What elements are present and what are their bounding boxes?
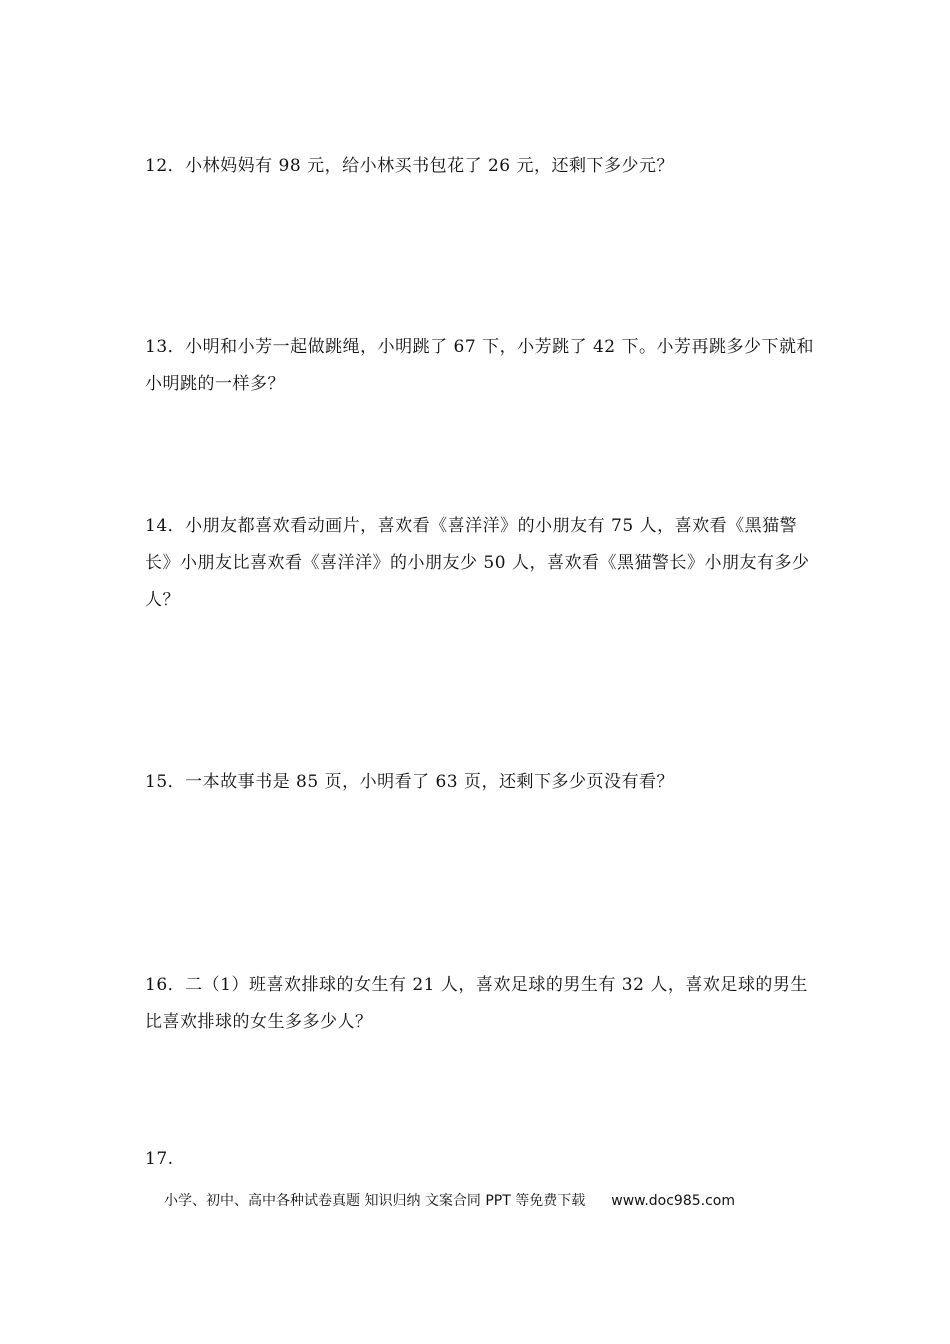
question-16: 16．二（1）班喜欢排球的女生有 21 人，喜欢足球的男生有 32 人，喜欢足球的男生比喜欢排球的女生多多少人？ (145, 975, 808, 1032)
footer-url[interactable]: www.doc985.com (611, 1193, 735, 1209)
question-13: 13．小明和小芳一起做跳绳，小明跳了 67 下，小芳跳了 42 下。小芳再跳多少下就和小明跳的一样多？ (145, 337, 815, 394)
page-footer (164, 1187, 804, 1215)
footer-text: 小学、初中、高中各种试卷真题 知识归纳 文案合同 PPT 等免费下载 (164, 1193, 586, 1209)
question-14: 14．小朋友都喜欢看动画片，喜欢看《喜洋洋》的小朋友有 75 人，喜欢看《黑猫警长》小朋友比喜欢看《喜洋洋》的小朋友少 50 人，喜欢看《黑猫警长》小朋友有多少人？ (145, 516, 810, 610)
question-15: 15．一本故事书是 85 页，小明看了 63 页，还剩下多少页没有看？ (145, 772, 675, 792)
question-12: 12．小林妈妈有 98 元，给小林买书包花了 26 元，还剩下多少元？ (145, 156, 675, 176)
question-17: 17. (145, 1149, 174, 1169)
